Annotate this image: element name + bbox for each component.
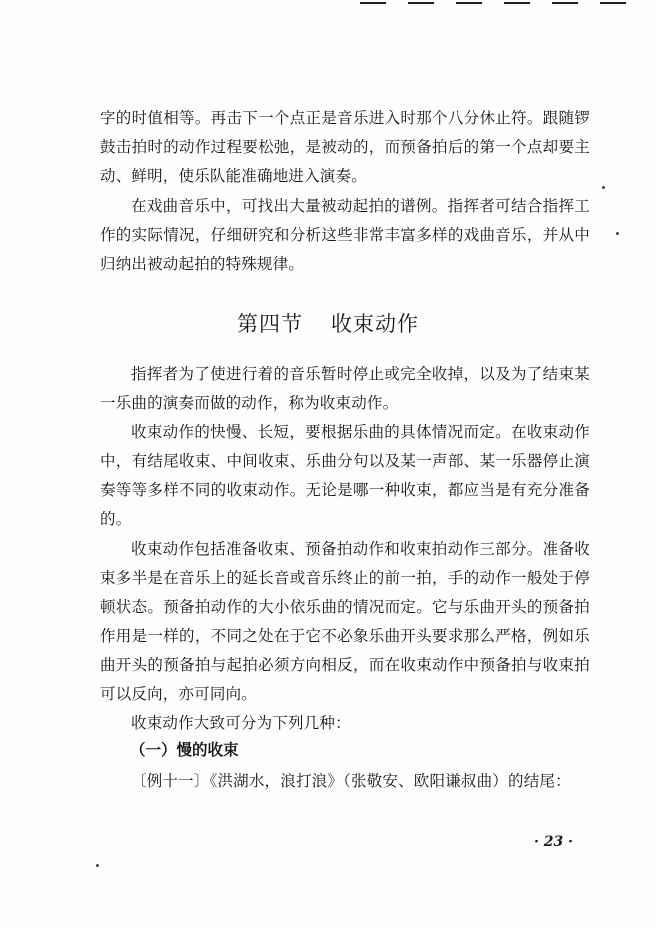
paragraph-opera-music: 在戏曲音乐中，可找出大量被动起拍的谱例。指挥者可结合指挥工作的实际情况，仔细研究和分析这些非常丰富多样的戏曲音乐，并从中归纳出被动起拍的特殊规律。 [100,197,590,273]
page-number: · 23 · [534,834,573,850]
print-speck [616,232,619,235]
print-speck [96,864,99,867]
section-number: 第四节 [237,312,303,336]
print-speck [602,186,605,189]
example-reference: 〔例十一〕《洪湖水，浪打浪》（张敬安、欧阳谦叔曲）的结尾： [131,772,571,790]
paragraph-continuation: 字的时值相等。再击下一个点正是音乐进入时那个八分休止符。跟随锣鼓击拍时的动作过程要松弛，是被动的，而预备拍后的第一个点却要主动、鲜明，使乐队能准确地进入演奏。 [100,109,590,185]
paragraph-types-intro: 收束动作大致可分为下列几种： [131,714,351,732]
paragraph-definition: 指挥者为了使进行着的音乐暂时停止或完全收掉，以及为了结束某一乐曲的演奏而做的动作，称为收束动作。 [100,365,590,412]
top-edge-rules [360,0,630,8]
paragraph-speed-length: 收束动作的快慢、长短，要根据乐曲的具体情况而定。在收束动作中，有结尾收束、中间收束、乐曲分句以及某一声部、某一乐器停止演奏等等多样不同的收束动作。无论是哪一种收束，都应当是有充分准备的。 [100,423,590,528]
paragraph-three-parts: 收束动作包括准备收束、预备拍动作和收束拍动作三部分。准备收束多半是在音乐上的延长音或音乐终止的前一拍，手的动作一般处于停顿状态。预备拍动作的大小依乐曲的情况而定。它与乐曲开头的预备拍作用是一样的，不同之处在于它不必象乐曲开头要求那么严格，例如乐曲开头的预备拍与起拍必须方向相反，而在收束动作中预备拍与收束拍可以反向，亦可同向。 [100,540,590,703]
section-title-text: 收束动作 [331,312,419,336]
subheading-slow-ending: （一）慢的收束 [130,741,239,759]
section-heading [0,308,656,338]
